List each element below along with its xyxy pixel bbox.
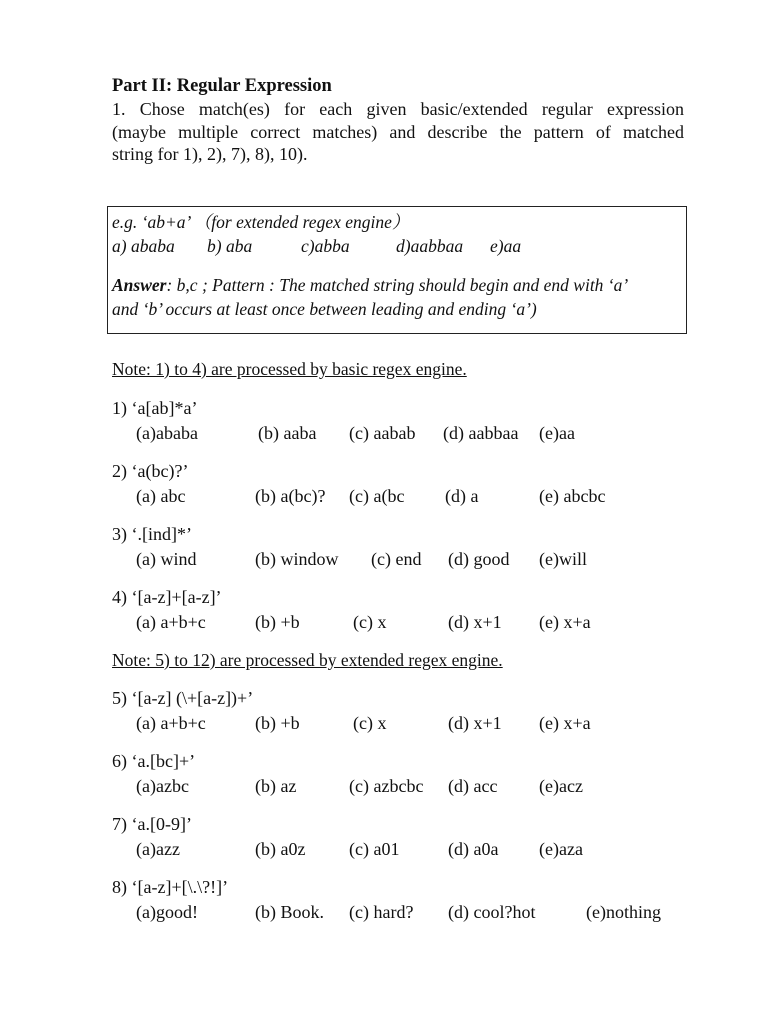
example-option: d)aabbaa <box>396 236 464 256</box>
instruction-line: string for 1), 2), 7), 8), 10). <box>112 144 308 164</box>
question-label: 6) ‘a.[bc]+’ <box>112 751 196 771</box>
answer-label: Answer <box>112 275 167 295</box>
example-option: c)abba <box>301 236 350 256</box>
answer-option: (d) x+1 <box>448 612 502 632</box>
answer-option: (a) wind <box>136 549 197 569</box>
answer-option: (e)nothing <box>586 902 661 922</box>
instruction-line: (maybe multiple correct matches) and describe the pattern of matched <box>112 121 684 142</box>
answer-option: (c) hard? <box>349 902 414 922</box>
extended-engine-note: Note: 5) to 12) are processed by extended regex engine. <box>112 650 503 670</box>
answer-option: (b) +b <box>255 612 300 632</box>
answer-option: (c) end <box>371 549 422 569</box>
answer-option: (a)azz <box>136 839 180 859</box>
answer-text: : b,c ; Pattern : The matched string should begin and end with ‘a’ <box>166 275 629 295</box>
instruction-line: 1. Chose match(es) for each given basic/extended regular expression <box>112 99 684 119</box>
answer-option: (c) x <box>353 713 387 733</box>
answer-option: (b) az <box>255 776 297 796</box>
answer-option: (d) a0a <box>448 839 499 859</box>
answer-option: (b) a(bc)? <box>255 486 326 506</box>
answer-option: (d) x+1 <box>448 713 502 733</box>
question-label: 1) ‘a[ab]*a’ <box>112 398 198 418</box>
question-label: 2) ‘a(bc)?’ <box>112 461 189 481</box>
answer-option: (e)aza <box>539 839 583 859</box>
answer-option: (b) +b <box>255 713 300 733</box>
answer-option: (a) abc <box>136 486 186 506</box>
answer-option: (c) x <box>353 612 387 632</box>
example-option: b) aba <box>207 236 253 256</box>
question-label: 7) ‘a.[0-9]’ <box>112 814 192 834</box>
question-label: 3) ‘.[ind]*’ <box>112 524 192 544</box>
example-regex: e.g. ‘ab+a’ （for extended regex engine） <box>112 212 410 232</box>
question-label: 4) ‘[a-z]+[a-z]’ <box>112 587 222 607</box>
answer-option: (a)azbc <box>136 776 189 796</box>
answer-option: (a) a+b+c <box>136 612 206 632</box>
answer-option: (b) aaba <box>258 423 317 443</box>
answer-option: (e) x+a <box>539 713 591 733</box>
answer-option: (d) a <box>445 486 479 506</box>
answer-option: (d) cool?hot <box>448 902 536 922</box>
question-label: 5) ‘[a-z] (\+[a-z])+’ <box>112 688 254 708</box>
answer-option: (a)good! <box>136 902 198 922</box>
answer-option: (b) window <box>255 549 339 569</box>
example-answer-cont: and ‘b’ occurs at least once between leading and ending ‘a’) <box>112 299 537 319</box>
part-title: Part II: Regular Expression <box>112 76 332 96</box>
answer-option: (a) a+b+c <box>136 713 206 733</box>
answer-option: (a)ababa <box>136 423 198 443</box>
example-option: e)aa <box>490 236 522 256</box>
answer-option: (d) acc <box>448 776 498 796</box>
answer-option: (e) abcbc <box>539 486 606 506</box>
answer-option: (c) azbcbc <box>349 776 424 796</box>
answer-option: (b) a0z <box>255 839 306 859</box>
basic-engine-note: Note: 1) to 4) are processed by basic regex engine. <box>112 359 467 379</box>
example-answer <box>112 275 628 296</box>
instructions <box>112 98 684 166</box>
question-label: 8) ‘[a-z]+[\.\?!]’ <box>112 877 229 897</box>
answer-option: (d) aabbaa <box>443 423 519 443</box>
example-option: a) ababa <box>112 236 175 256</box>
answer-option: (c) aabab <box>349 423 416 443</box>
answer-option: (e)acz <box>539 776 583 796</box>
answer-option: (d) good <box>448 549 510 569</box>
answer-option: (e)will <box>539 549 587 569</box>
answer-option: (c) a01 <box>349 839 400 859</box>
answer-option: (c) a(bc <box>349 486 405 506</box>
answer-option: (b) Book. <box>255 902 324 922</box>
answer-option: (e) x+a <box>539 612 591 632</box>
answer-option: (e)aa <box>539 423 575 443</box>
